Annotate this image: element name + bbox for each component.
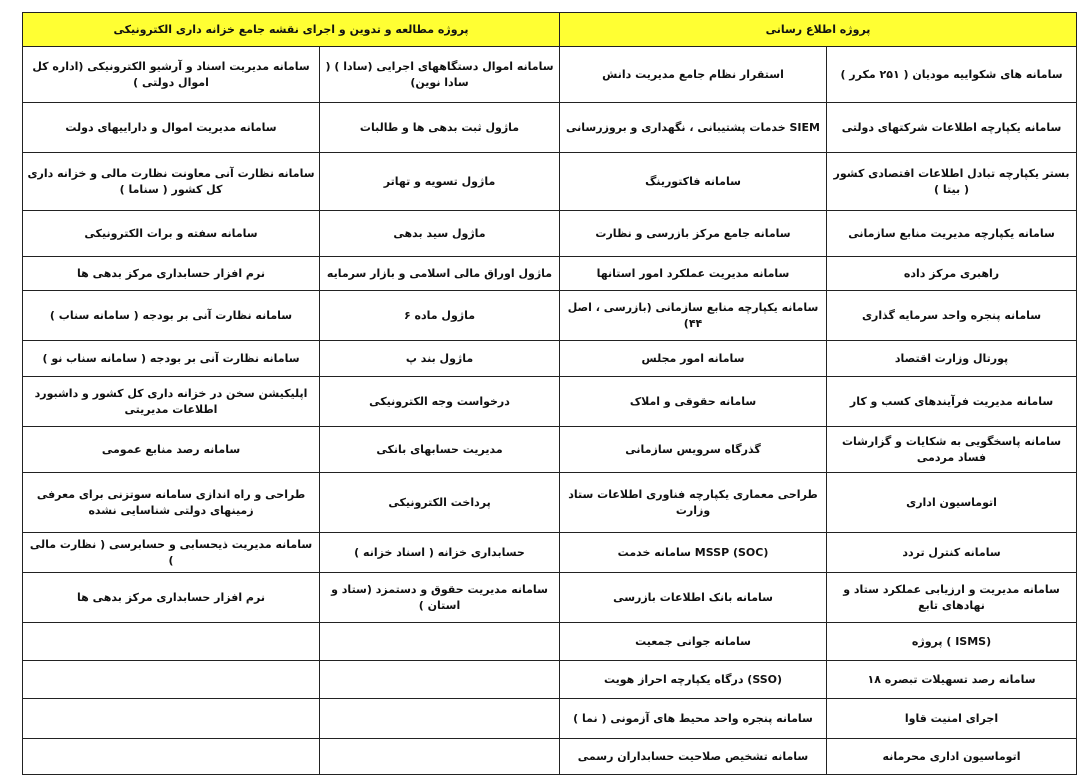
table-cell: سامانه سفته و برات الکترونیکی bbox=[23, 211, 320, 257]
header-row bbox=[23, 13, 1077, 47]
table-cell: سامانه جوانی جمعیت bbox=[560, 623, 827, 661]
table-cell: استقرار نظام جامع مدیریت دانش bbox=[560, 47, 827, 103]
table-cell: سامانه مدیریت فرآیندهای کسب و کار bbox=[827, 377, 1077, 427]
table-row bbox=[23, 153, 1077, 211]
table-row bbox=[23, 661, 1077, 699]
table-row bbox=[23, 291, 1077, 341]
table-cell: سامانه نظارت آنی بر بودجه ( سامانه سناب نو ) bbox=[23, 341, 320, 377]
table-cell bbox=[23, 661, 320, 699]
table-row bbox=[23, 573, 1077, 623]
table-cell: حسابداری خزانه ( اسناد خزانه ) bbox=[320, 533, 560, 573]
projects-table bbox=[22, 12, 1077, 775]
header-treasury-project: پروژه مطالعه و تدوین و اجرای نقشه جامع خزانه داری الکترونیکی bbox=[23, 13, 560, 47]
table-row bbox=[23, 257, 1077, 291]
table-row bbox=[23, 473, 1077, 533]
table-cell: گذرگاه سرویس سازمانی bbox=[560, 427, 827, 473]
table-cell: سامانه یکپارچه اطلاعات شرکتهای دولتی bbox=[827, 103, 1077, 153]
table-row bbox=[23, 427, 1077, 473]
table-cell bbox=[320, 623, 560, 661]
table-cell: سامانه امور مجلس bbox=[560, 341, 827, 377]
table-row bbox=[23, 47, 1077, 103]
table-cell: سامانه نظارت آنی معاونت نظارت مالی و خزانه داری کل کشور ( سناما ) bbox=[23, 153, 320, 211]
table-cell: اجرای امنیت قاوا bbox=[827, 699, 1077, 739]
table-cell: سامانه رصد منابع عمومی bbox=[23, 427, 320, 473]
table-cell: پرداخت الکترونیکی bbox=[320, 473, 560, 533]
table-cell: اتوماسیون اداری bbox=[827, 473, 1077, 533]
table-cell: بستر یکپارچه تبادل اطلاعات اقتصادی کشور ( بیتا ) bbox=[827, 153, 1077, 211]
table-cell: ماژول ماده ۶ bbox=[320, 291, 560, 341]
table-cell: سامانه مدیریت عملکرد امور استانها bbox=[560, 257, 827, 291]
table-cell: سامانه رصد تسهیلات تبصره ۱۸ bbox=[827, 661, 1077, 699]
table-cell: راهبری مرکز داده bbox=[827, 257, 1077, 291]
table-cell: سامانه های شکواییه مودیان ( ۲۵۱ مکرر ) bbox=[827, 47, 1077, 103]
table-cell: طراحی معماری یکپارچه فناوری اطلاعات ستاد وزارت bbox=[560, 473, 827, 533]
table-row bbox=[23, 533, 1077, 573]
table-cell: سامانه جامع مرکز بازرسی و نظارت bbox=[560, 211, 827, 257]
table-cell: پورتال وزارت اقتصاد bbox=[827, 341, 1077, 377]
table-cell: سامانه یکپارچه منابع سازمانی (بازرسی ، اصل ۴۴) bbox=[560, 291, 827, 341]
table-cell: سامانه تشخیص صلاحیت حسابداران رسمی bbox=[560, 739, 827, 775]
table-cell: سامانه پاسخگویی به شکایات و گزارشات فساد مردمی bbox=[827, 427, 1077, 473]
table-cell: (ISMS ) پروژه bbox=[827, 623, 1077, 661]
table-row bbox=[23, 341, 1077, 377]
table-cell: سامانه پنجره واحد محیط های آزمونی ( نما ) bbox=[560, 699, 827, 739]
table-cell: درخواست وجه الکترونیکی bbox=[320, 377, 560, 427]
table-cell: سامانه کنترل تردد bbox=[827, 533, 1077, 573]
table-cell: سامانه نظارت آنی بر بودجه ( سامانه سناب ) bbox=[23, 291, 320, 341]
table-cell: طراحی و راه اندازی سامانه سوتزنی برای معرفی زمینهای دولتی شناسایی نشده bbox=[23, 473, 320, 533]
table-cell: (SSO) درگاه یکپارچه احراز هویت bbox=[560, 661, 827, 699]
table-cell: سامانه یکپارچه مدیریت منابع سازمانی bbox=[827, 211, 1077, 257]
table-cell: سامانه پنجره واحد سرمایه گذاری bbox=[827, 291, 1077, 341]
table-cell: سامانه مدیریت و ارزیابی عملکرد ستاد و نهادهای تابع bbox=[827, 573, 1077, 623]
table-row bbox=[23, 623, 1077, 661]
table-cell bbox=[23, 739, 320, 775]
table-cell: ماژول اوراق مالی اسلامی و بازار سرمایه bbox=[320, 257, 560, 291]
table-cell: سامانه مدیریت حقوق و دستمزد (ستاد و استان ) bbox=[320, 573, 560, 623]
table-cell: ماژول بند پ bbox=[320, 341, 560, 377]
table-row bbox=[23, 211, 1077, 257]
table-cell bbox=[23, 623, 320, 661]
table-cell: MSSP (SOC) سامانه خدمت bbox=[560, 533, 827, 573]
table-cell: مدیریت حسابهای بانکی bbox=[320, 427, 560, 473]
table-cell: اپلیکیشن سخن در خزانه داری کل کشور و داشبورد اطلاعات مدیریتی bbox=[23, 377, 320, 427]
table-cell: نرم افزار حسابداری مرکز بدهی ها bbox=[23, 573, 320, 623]
table-cell: اتوماسیون اداری محرمانه bbox=[827, 739, 1077, 775]
table-cell: سامانه مدیریت اسناد و آرشیو الکترونیکی (اداره کل اموال دولتی ) bbox=[23, 47, 320, 103]
header-info-project: پروژه اطلاع رسانی bbox=[560, 13, 1077, 47]
table-cell: نرم افزار حسابداری مرکز بدهی ها bbox=[23, 257, 320, 291]
table-cell bbox=[320, 699, 560, 739]
table-cell: سامانه اموال دستگاههای اجرایی (سادا ) ( سادا نوین) bbox=[320, 47, 560, 103]
table-cell bbox=[320, 661, 560, 699]
table-row bbox=[23, 699, 1077, 739]
table-cell: سامانه مدیریت ذیحسابی و حسابرسی ( نظارت مالی ) bbox=[23, 533, 320, 573]
table-cell: ماژول ثبت بدهی ها و طالبات bbox=[320, 103, 560, 153]
table-row bbox=[23, 377, 1077, 427]
table-row bbox=[23, 103, 1077, 153]
table-cell bbox=[320, 739, 560, 775]
table-cell: ماژول سید بدهی bbox=[320, 211, 560, 257]
table-cell: SIEM خدمات پشتیبانی ، نگهداری و بروزرسانی bbox=[560, 103, 827, 153]
table-cell: سامانه حقوقی و املاک bbox=[560, 377, 827, 427]
table-cell: سامانه بانک اطلاعات بازرسی bbox=[560, 573, 827, 623]
table-cell: سامانه مدیریت اموال و داراییهای دولت bbox=[23, 103, 320, 153]
table-cell bbox=[23, 699, 320, 739]
table-cell: سامانه فاکتورینگ bbox=[560, 153, 827, 211]
table-cell: ماژول تسویه و تهاتر bbox=[320, 153, 560, 211]
table-row bbox=[23, 739, 1077, 775]
